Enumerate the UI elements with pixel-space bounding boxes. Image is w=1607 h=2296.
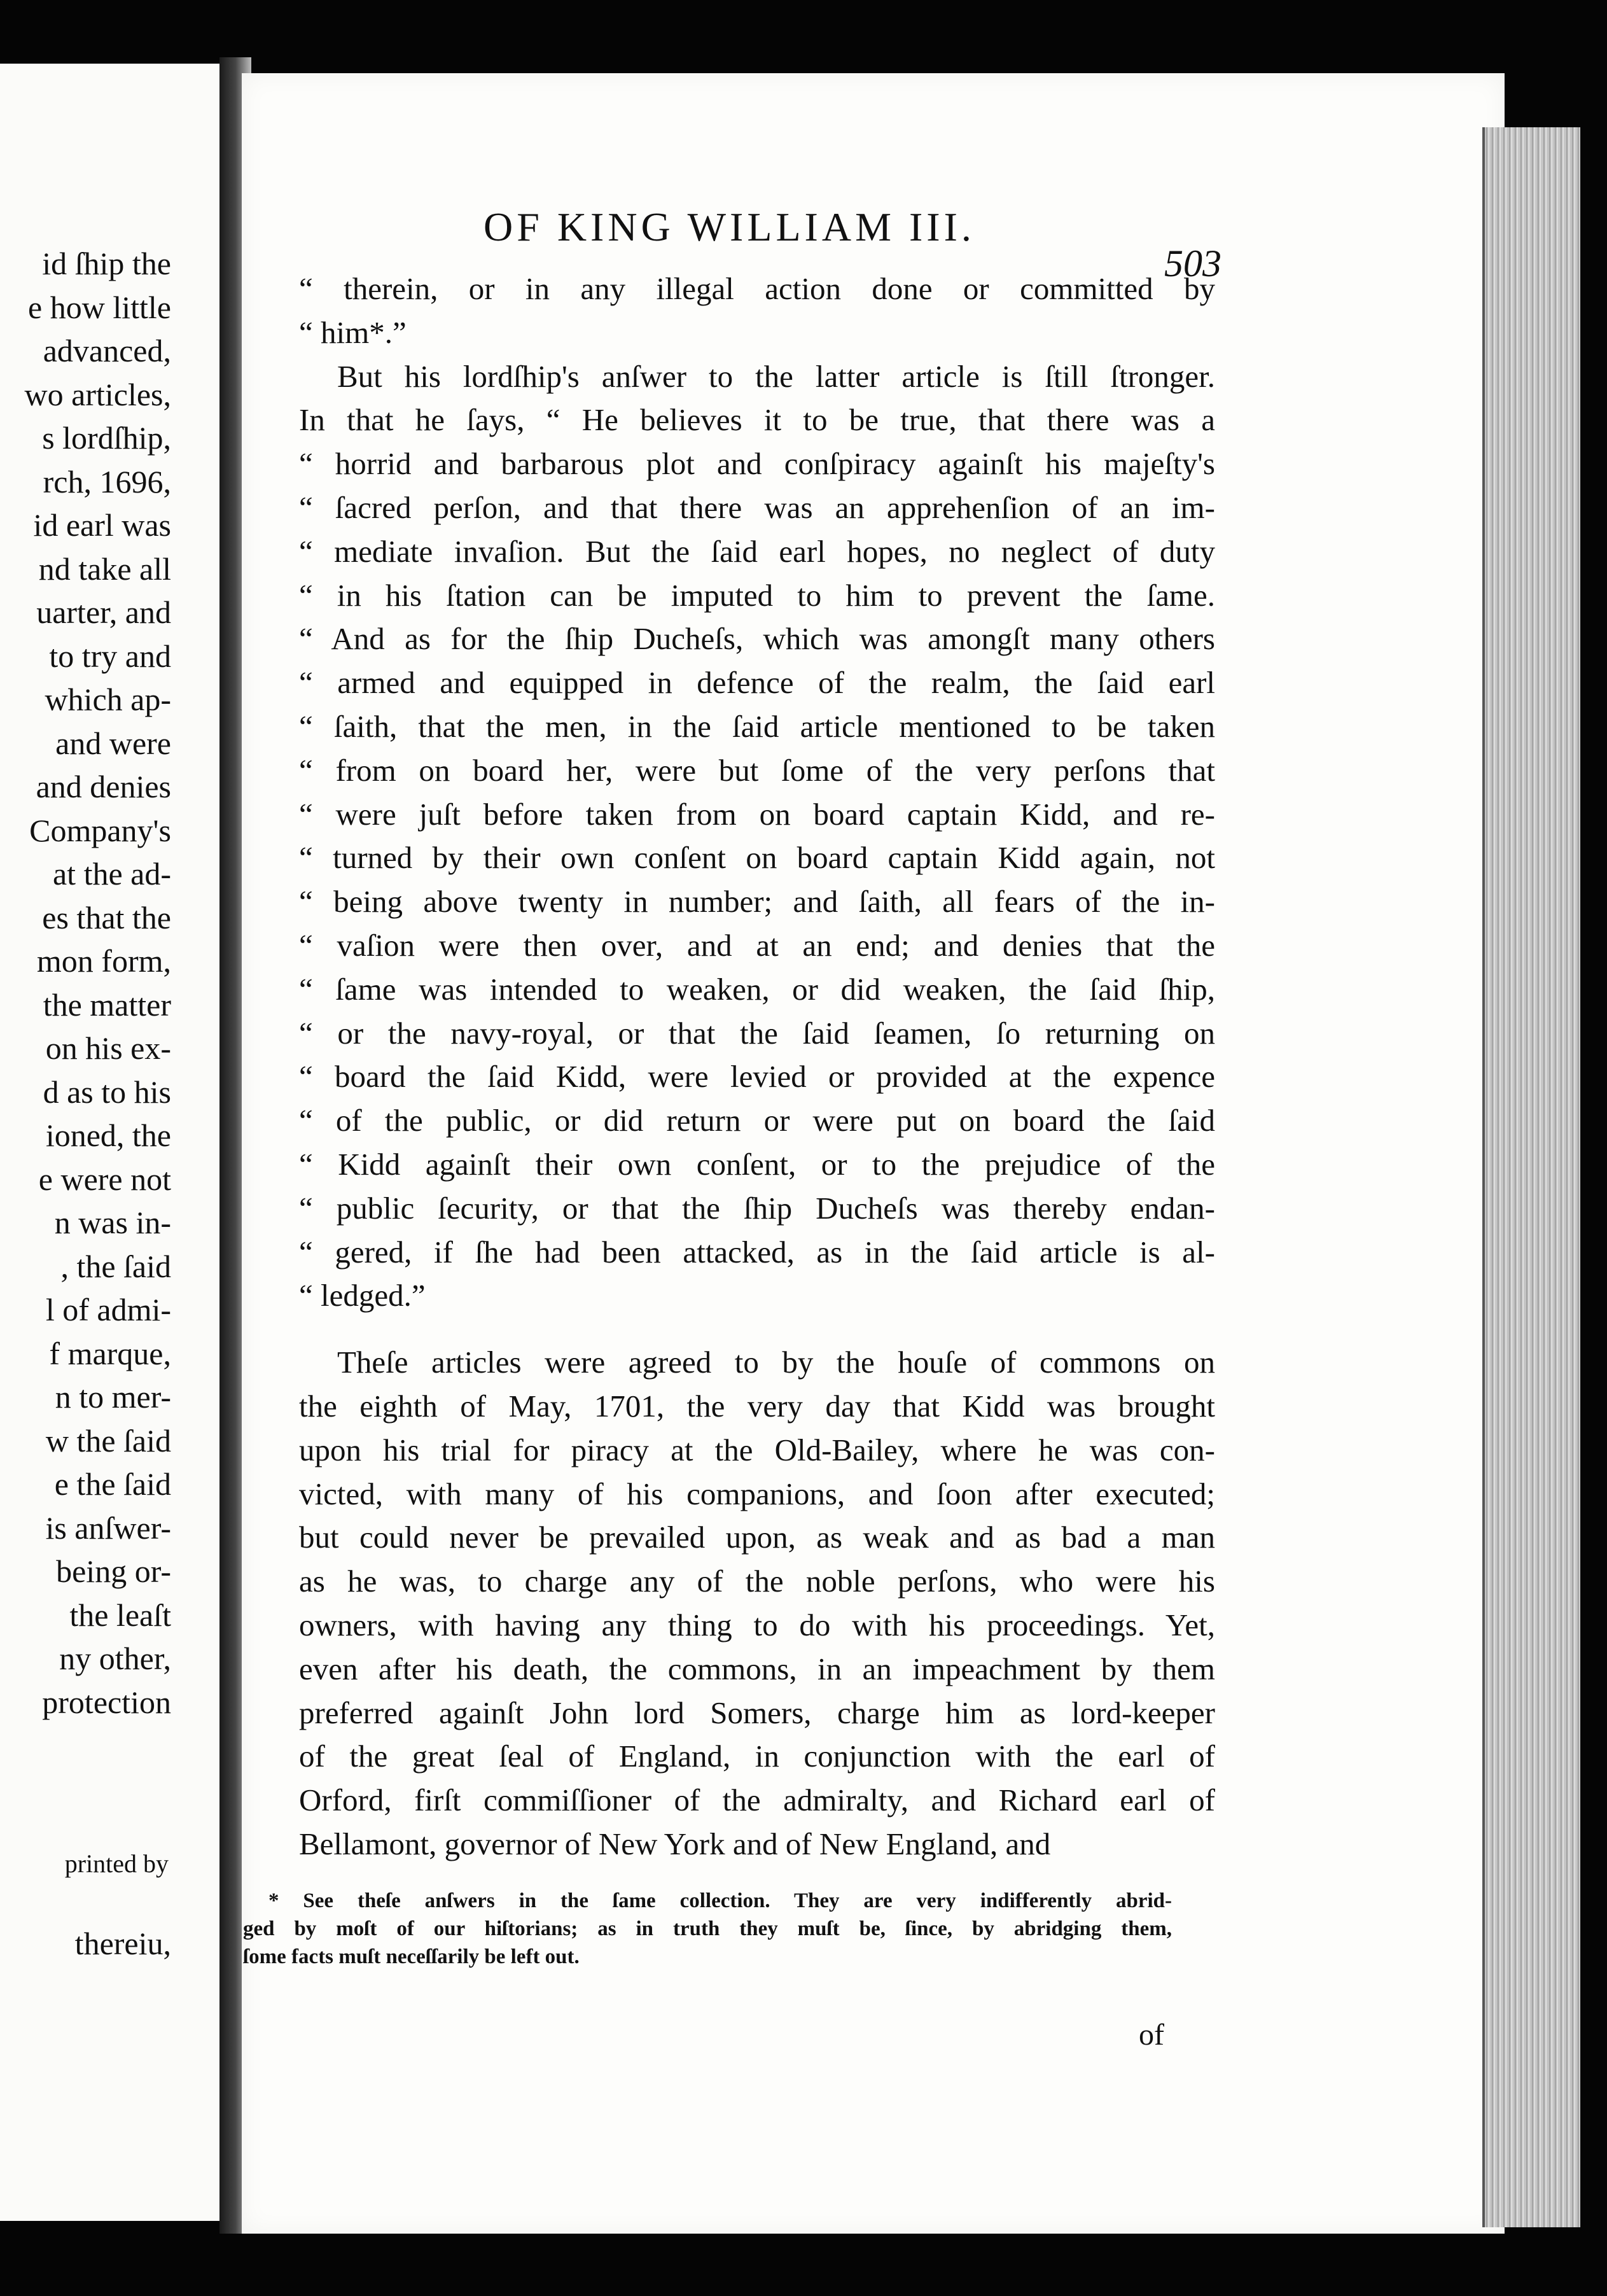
left-page-line: e the ſaid	[54, 1466, 171, 1502]
body-line: Theſe articles were agreed to by the houſe of commons on	[337, 1345, 1215, 1380]
body-line: even after his death, the commons, in an impeachment by them	[299, 1651, 1215, 1686]
left-page-line: uarter, and	[36, 594, 171, 630]
catchword: of	[1139, 2018, 1164, 2052]
left-page-line: es that the	[42, 899, 171, 935]
left-page-line: ny other,	[59, 1641, 171, 1676]
body-line: “ ſame was intended to weaken, or did weaken, the ſaid ſhip,	[299, 971, 1215, 1007]
left-page-line: id earl was	[33, 507, 171, 543]
body-line: “ gered, if ſhe had been attacked, as in the ſaid article is al-	[299, 1234, 1215, 1270]
body-text	[299, 267, 1215, 1866]
left-page-line: d as to his	[43, 1074, 171, 1110]
body-line: owners, with having any thing to do with his proceedings. Yet,	[299, 1607, 1215, 1642]
left-page-line: w the ſaid	[45, 1422, 171, 1459]
body-line: as he was, to charge any of the noble perſons, who were his	[299, 1564, 1215, 1599]
left-page-line: n was in-	[54, 1205, 171, 1240]
left-page-line: and denies	[36, 769, 171, 804]
body-line: “ vaſion were then over, and at an end; and denies that the	[299, 927, 1215, 963]
left-page-line: nd take all	[38, 550, 171, 587]
body-line: “ turned by their own conſent on board captain Kidd again, not	[299, 840, 1215, 876]
body-line: “ ſacred perſon, and that there was an apprehenſion of an im-	[299, 489, 1215, 525]
footnote-line: ſome facts muſt neceſſarily be left out.	[243, 1945, 580, 1968]
body-line: “ mediate invaſion. But the ſaid earl hopes, no neglect of duty	[299, 533, 1215, 569]
left-page-line: the leaſt	[69, 1597, 171, 1633]
left-page-line: e were not	[38, 1161, 171, 1197]
body-line: “ public ſecurity, or that the ſhip Ducheſs was thereby endan-	[299, 1190, 1215, 1226]
footnote-line: ged by moſt of our hiſtorians; as in truth they muſt be, ſince, by abridging them,	[243, 1917, 1172, 1940]
left-page-line: e how little	[28, 289, 171, 325]
left-page-line: being or-	[56, 1553, 171, 1589]
left-page-line: which ap-	[45, 682, 171, 717]
body-line: “ board the ſaid Kidd, were levied or provided at the expence	[299, 1059, 1215, 1095]
body-line: “ horrid and barbarous plot and conſpiracy againſt his majeſty's	[299, 446, 1215, 482]
left-page-line: at the ad-	[52, 856, 171, 892]
running-head: OF KING WILLIAM III.	[483, 204, 975, 249]
body-line: “ ſaith, that the men, in the ſaid article mentioned to be taken	[299, 708, 1215, 744]
body-line: “ And as for the ſhip Ducheſs, which was amongſt many others	[299, 621, 1215, 657]
left-page-line: s lordſhip,	[42, 420, 171, 456]
left-page-line: ioned, the	[45, 1117, 171, 1153]
body-line: In that he ſays, “ He believes it to be true, that there was a	[299, 402, 1215, 438]
body-line: “ being above twenty in number; and ſaith, all fears of the in-	[299, 884, 1215, 920]
left-page-line: and were	[55, 725, 171, 761]
left-page-catchword: thereiu,	[74, 1926, 171, 1961]
left-page-line: advanced,	[43, 333, 171, 368]
left-page-line: , the ſaid	[60, 1248, 171, 1284]
left-page-line: Company's	[29, 812, 171, 848]
left-page-line: rch, 1696,	[43, 463, 171, 500]
body-line: the eighth of May, 1701, the very day that Kidd was brought	[299, 1388, 1215, 1424]
left-facing-page	[0, 64, 223, 2221]
left-page-line: l of admi-	[45, 1292, 171, 1327]
body-line: “ armed and equipped in defence of the realm, the ſaid earl	[299, 665, 1215, 701]
page-number: 503	[1164, 242, 1221, 284]
body-line: But his lordſhip's anſwer to the latter article is ſtill ſtronger.	[337, 358, 1215, 394]
body-line: victed, with many of his companions, and ſoon after executed;	[299, 1476, 1215, 1511]
left-page-line: the matter	[43, 986, 171, 1023]
footnote-line: * See theſe anſwers in the ſame collection. They are very indifferently abrid-	[268, 1889, 1172, 1912]
paragraph-gap	[299, 1318, 1215, 1341]
body-line: “ in his ſtation can be imputed to him to prevent the ſame.	[299, 577, 1215, 613]
body-line: “ of the public, or did return or were put on board the ſaid	[299, 1103, 1215, 1138]
left-page-line: mon form,	[36, 943, 171, 979]
body-line: “ from on board her, were but ſome of the very perſons that	[299, 752, 1215, 788]
body-line: upon his trial for piracy at the Old-Bailey, where he was con-	[299, 1432, 1215, 1467]
body-line: “ were juſt before taken from on board captain Kidd, and re-	[299, 796, 1215, 832]
body-line: Orford, firſt commiſſioner of the admiralty, and Richard earl of	[299, 1782, 1215, 1818]
body-line: but could never be prevailed upon, as weak and as bad a man	[299, 1520, 1215, 1555]
left-page-footnote-fragment: printed by	[64, 1849, 169, 1878]
body-line: “ or the navy-royal, or that the ſaid ſeamen, ſo returning on	[299, 1015, 1215, 1051]
left-page-line: is anſwer-	[45, 1509, 171, 1546]
body-line: “ him*.”	[299, 314, 407, 350]
left-page-line: f marque,	[49, 1335, 171, 1371]
left-page-line: on his ex-	[45, 1030, 171, 1066]
left-page-line: protection	[42, 1684, 171, 1720]
footnotes	[243, 1887, 1172, 1971]
body-line: “ ledged.”	[299, 1278, 426, 1313]
body-line: of the great ſeal of England, in conjunction with the earl of	[299, 1739, 1215, 1774]
left-page-line: to try and	[49, 638, 171, 674]
body-line: Bellamont, governor of New York and of New England, and	[299, 1826, 1051, 1861]
left-page-line: n to mer-	[55, 1379, 171, 1415]
body-line: “ Kidd againſt their own conſent, or to the prejudice of the	[299, 1146, 1215, 1182]
left-page-line: wo articles,	[24, 376, 171, 412]
body-line: preferred againſt John lord Somers, charge him as lord-keeper	[299, 1695, 1215, 1730]
page-edges	[1482, 127, 1580, 2227]
left-page-line: id ſhip the	[42, 246, 171, 281]
body-line: “ therein, or in any illegal action done or committed by	[299, 271, 1215, 306]
